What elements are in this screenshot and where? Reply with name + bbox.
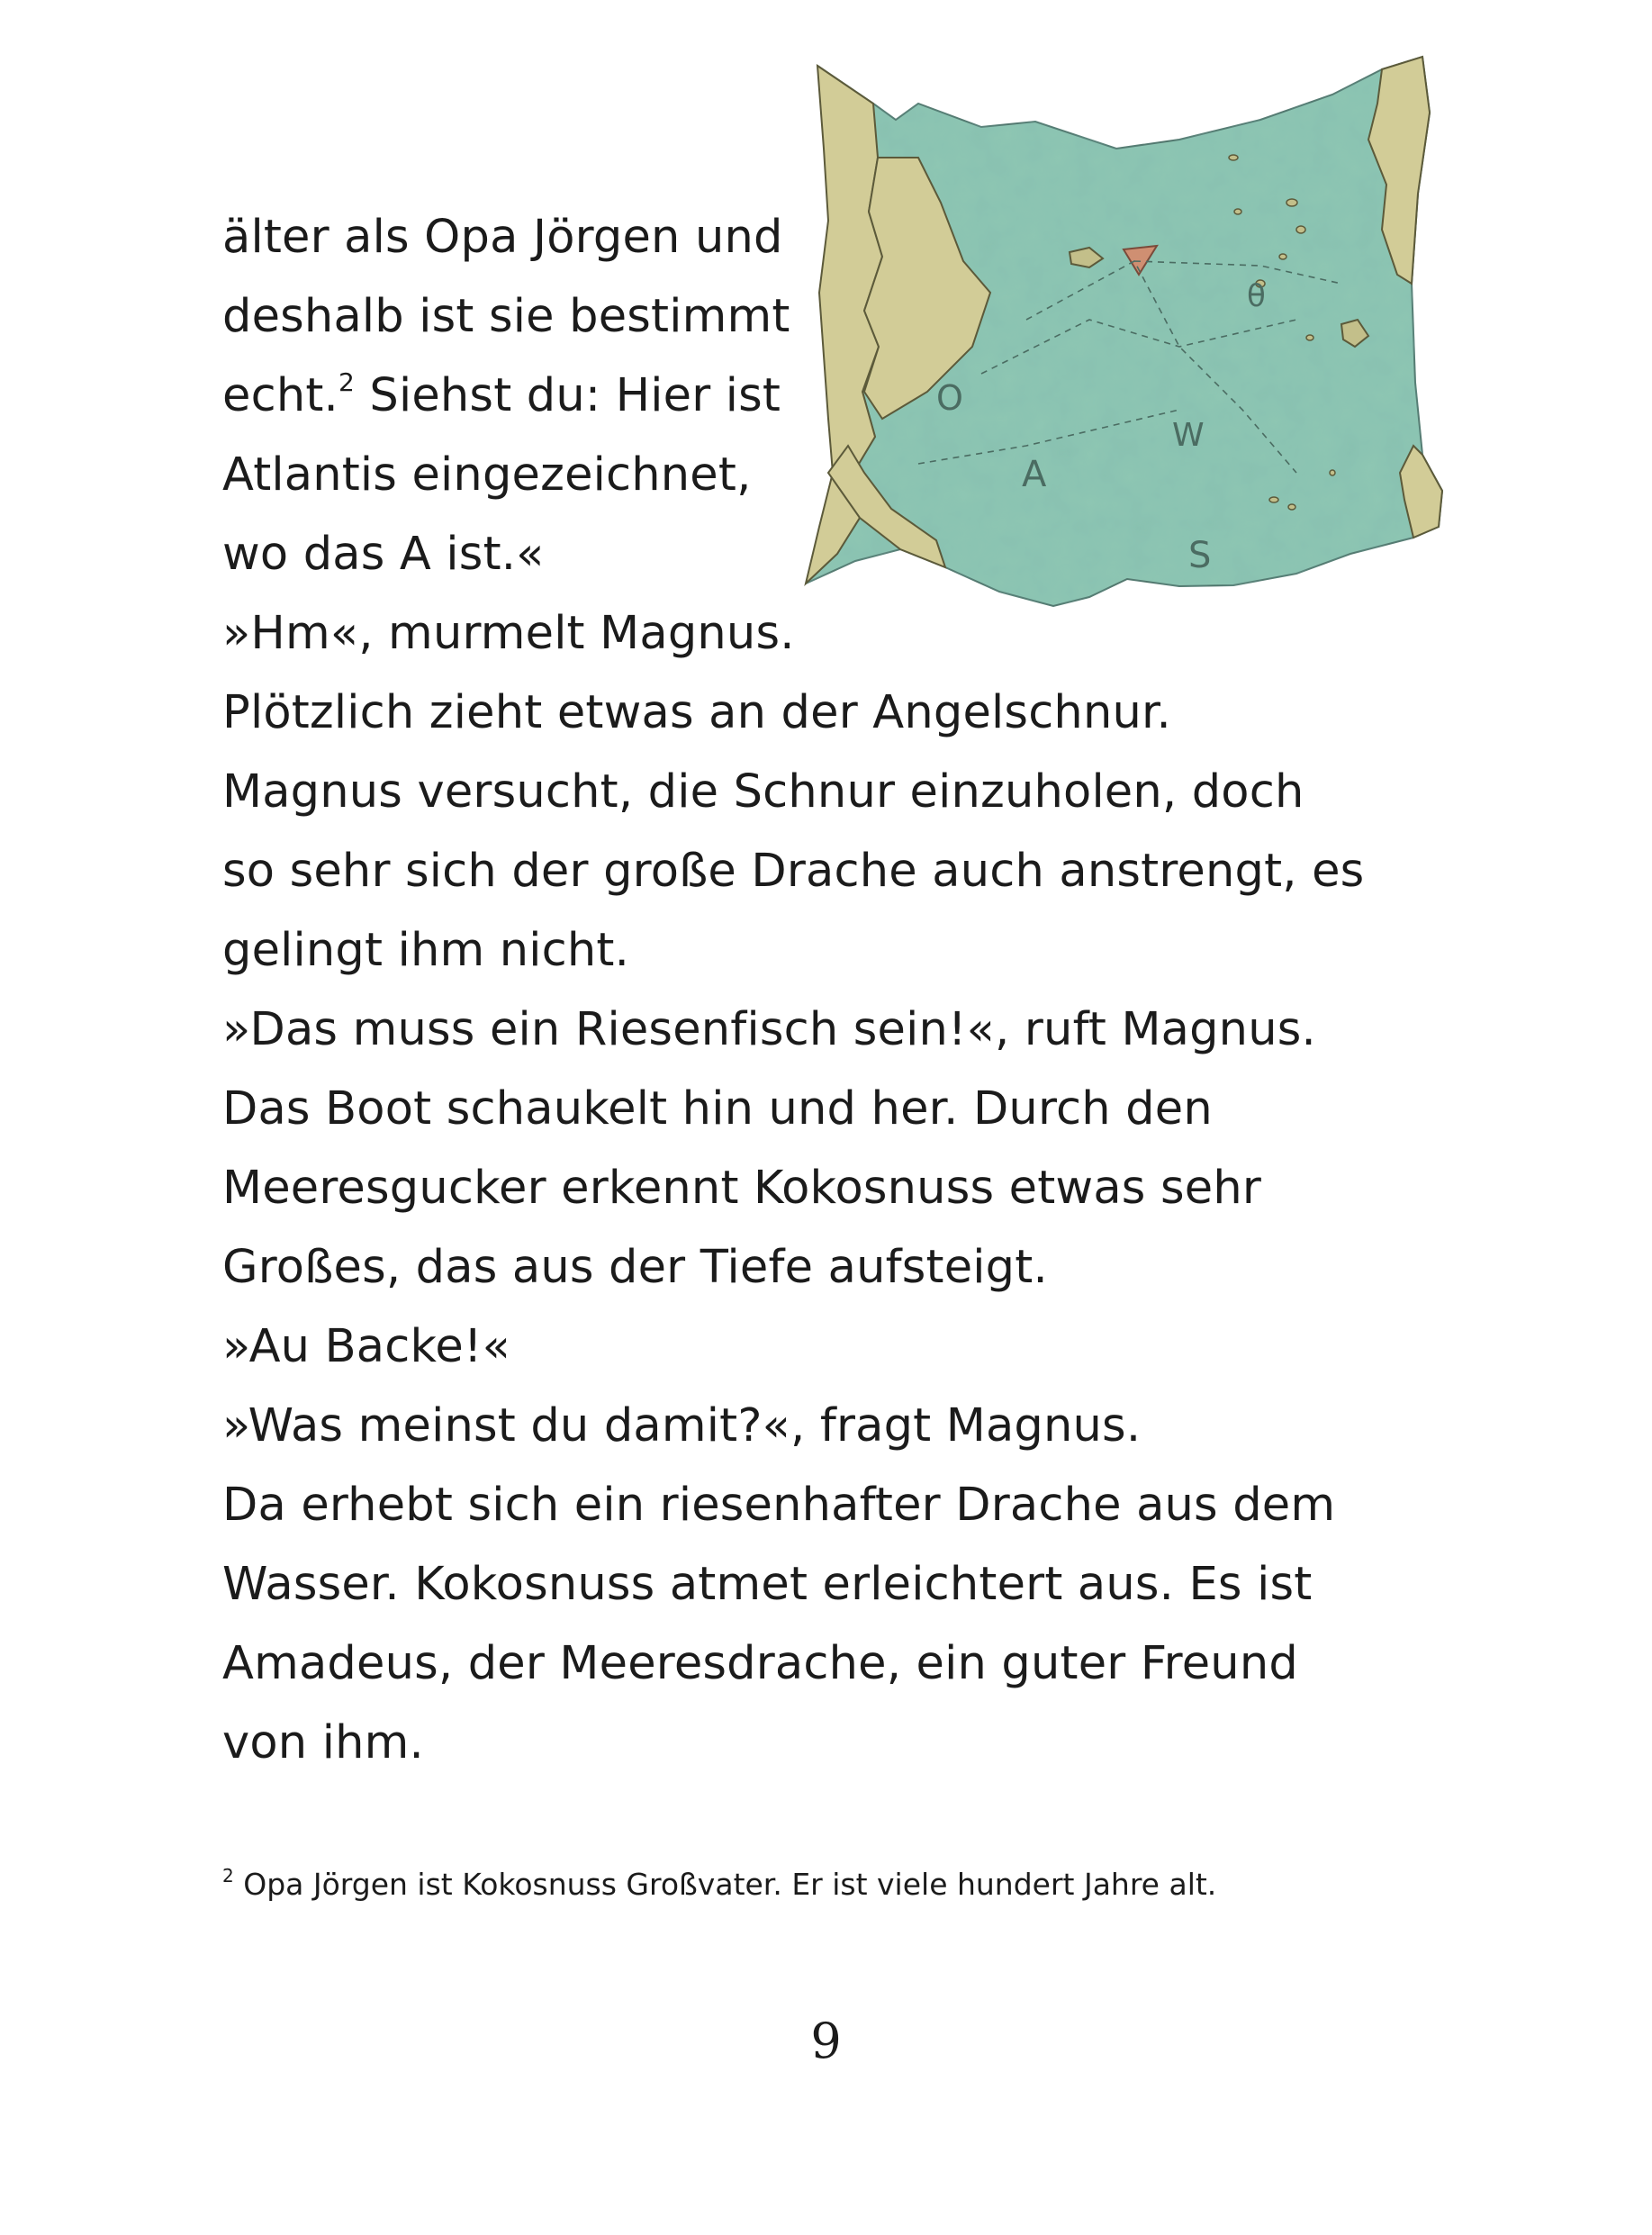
text-line: echt.$^2$ Siehst du: Hier ist xyxy=(222,367,781,422)
map-letter-w: W xyxy=(1172,417,1205,454)
text-line: »Hm«, murmelt Magnus. xyxy=(222,607,795,660)
text-line: »Was meinst du damit?«, fragt Magnus. xyxy=(222,1399,1142,1452)
text-line: Amadeus, der Meeresdrache, ein guter Freund xyxy=(222,1637,1298,1690)
text-line: »Au Backe!« xyxy=(222,1320,511,1373)
text-line: älter als Opa Jörgen und xyxy=(222,211,783,264)
text-line: Meeresgucker erkennt Kokosnuss etwas sehr xyxy=(222,1162,1262,1215)
text-line: Atlantis eingezeichnet, xyxy=(222,448,752,502)
footnote-reference: 2 xyxy=(338,367,355,397)
treasure-map-illustration xyxy=(792,50,1458,635)
page-number: 9 xyxy=(810,2013,842,2069)
text-line: so sehr sich der große Drache auch anstrengt, es xyxy=(222,845,1365,898)
text-line: Wasser. Kokosnuss atmet erleichtert aus. Es ist xyxy=(222,1558,1313,1611)
text-line: Großes, das aus der Tiefe aufsteigt. xyxy=(222,1241,1048,1294)
text-line: »Das muss ein Riesenfisch sein!«, ruft Magnus. xyxy=(222,1003,1316,1056)
map-letter-a: A xyxy=(1022,454,1047,495)
text-line: gelingt ihm nicht. xyxy=(222,924,630,977)
footnote-text: Opa Jörgen ist Kokosnuss Großvater. Er ist viele hundert Jahre alt. xyxy=(233,1867,1217,1902)
text-line: Magnus versucht, die Schnur einzuholen, doch xyxy=(222,765,1304,819)
text-line: wo das A ist.« xyxy=(222,528,545,581)
text-line: Plötzlich zieht etwas an der Angelschnur. xyxy=(222,686,1171,739)
map-letter-s: S xyxy=(1188,535,1212,576)
footnote-marker: 2 xyxy=(222,1865,234,1887)
map-letter-o: O xyxy=(936,378,963,418)
footnote xyxy=(222,1865,1217,1902)
text-line: Da erhebt sich ein riesenhafter Drache aus dem xyxy=(222,1479,1336,1532)
text-line: deshalb ist sie bestimmt xyxy=(222,290,790,343)
text-line: Das Boot schaukelt hin und her. Durch den xyxy=(222,1082,1213,1136)
map-letter-theta: θ xyxy=(1247,278,1266,314)
text-line: von ihm. xyxy=(222,1716,424,1769)
